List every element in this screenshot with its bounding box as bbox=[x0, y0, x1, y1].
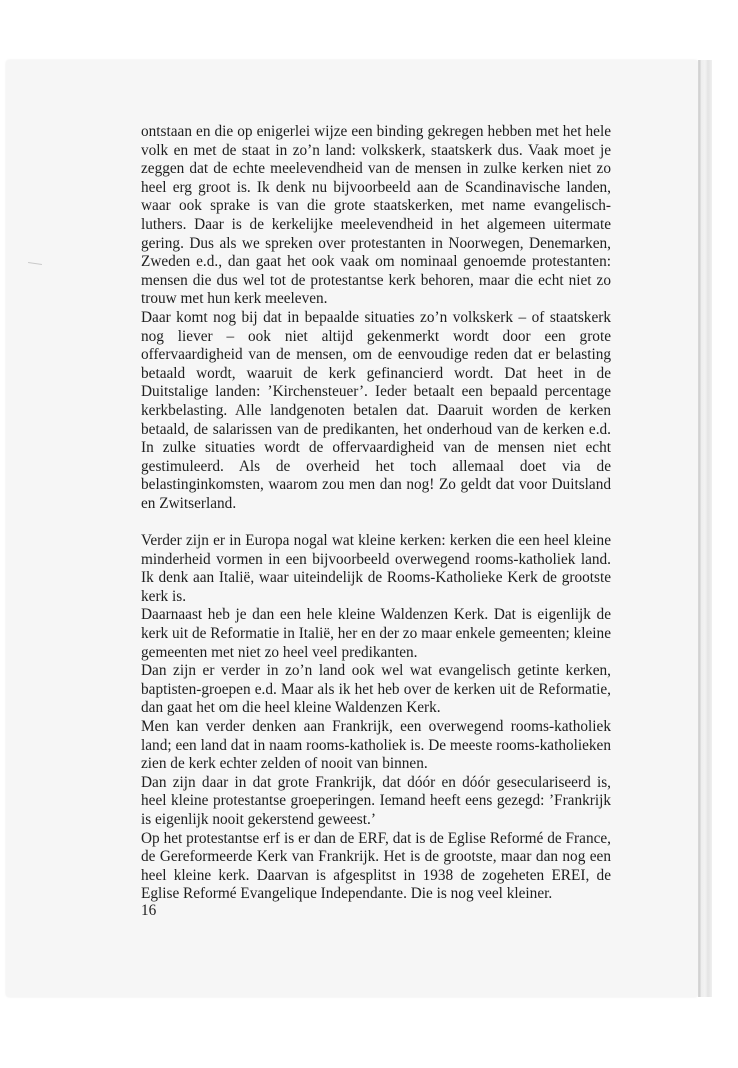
paragraph-6: Men kan verder denken aan Frankrijk, een overwegend rooms-katholiek land; een land dat in naam rooms-katholiek is. De meeste rooms-katholieken zien de kerk echter zelden of nooit van binnen. bbox=[141, 718, 611, 773]
paragraph-4: Daarnaast heb je dan een hele kleine Waldenzen Kerk. Dat is eigenlijk de kerk uit de Reformatie in Italië, her en der zo maar enkele gemeenten; kleine gemeenten met niet zo heel veel predikanten. bbox=[141, 606, 611, 661]
page-edge bbox=[698, 60, 712, 997]
paragraph-2: Daar komt nog bij dat in bepaalde situaties zo’n volkskerk – of staatskerk nog liever – ook niet altijd gekenmerkt wordt door een grote offervaardigheid van de mensen, om de eenvoudige reden dat er belasting betaald wordt, waaruit de kerk gefinancierd wordt. Dat heet in de Duitstalige landen: ’Kirchensteuer’. Ieder betaalt een bepaald percentage kerkbelasting. Alle landgenoten betalen dat. Daaruit worden de kerken betaald, de salarissen van de predikanten, het onderhoud van de kerken e.d. In zulke situaties wordt de offervaardigheid van de mensen niet echt gestimuleerd. Als de overheid het toch allemaal doet via de belastinginkomsten, waarom zou men dan nog! Zo geldt dat voor Duitsland en Zwitserland. bbox=[141, 308, 611, 512]
paragraph-8: Op het protestantse erf is er dan de ERF, dat is de Eglise Reformé de France, de Gereformeerde Kerk van Frankrijk. Het is de grootste, maar dan nog een heel kleine kerk. Daarvan is afgesplitst in 1938 de zogeheten EREI, de Eglise Reformé Evangelique Independante. Die is nog veel kleiner. bbox=[141, 829, 611, 903]
paragraph-5: Dan zijn er verder in zo’n land ook wel wat evangelisch getinte kerken, baptisten-groepen e.d. Maar als ik het heb over de kerken uit de Reformatie, dan gaat het om die heel kleine Waldenzen Kerk. bbox=[141, 662, 611, 717]
page-number: 16 bbox=[141, 902, 157, 919]
paragraph-1: ontstaan en die op enigerlei wijze een binding gekregen hebben met het hele volk en met de staat in zo’n land: volkskerk, staatskerk dus. Vaak moet je zeggen dat de echte meelevendheid van de mensen in zulke kerken niet zo heel erg groot is. Ik denk nu bijvoorbeeld aan de Scandinavische landen, waar ook sprake is van die grote staatskerken, met name evangelisch-luthers. Daar is de kerkelijke meelevendheid in het algemeen uitermate gering. Dus als we spreken over protestanten in Noorwegen, Denemarken, Zweden e.d., dan gaat het ook vaak om nominaal genoemde protestanten: mensen die dus wel tot de protestantse kerk behoren, maar die echt niet zo trouw met hun kerk meeleven. bbox=[141, 123, 611, 308]
paragraph-7: Dan zijn daar in dat grote Frankrijk, dat dóór en dóór geseculariseerd is, heel kleine protestantse groeperingen. Iemand heeft eens gezegd: ’Frankrijk is eigenlijk nooit gekerstend geweest.’ bbox=[141, 773, 611, 828]
page-body bbox=[141, 123, 611, 904]
paragraph-3: Verder zijn er in Europa nogal wat kleine kerken: kerken die een heel kleine minderheid vormen in een bijvoorbeeld overwegend rooms-katholiek land. Ik denk aan Italië, waar uiteindelijk de Rooms-Katholieke Kerk de grootste kerk is. bbox=[141, 532, 611, 605]
